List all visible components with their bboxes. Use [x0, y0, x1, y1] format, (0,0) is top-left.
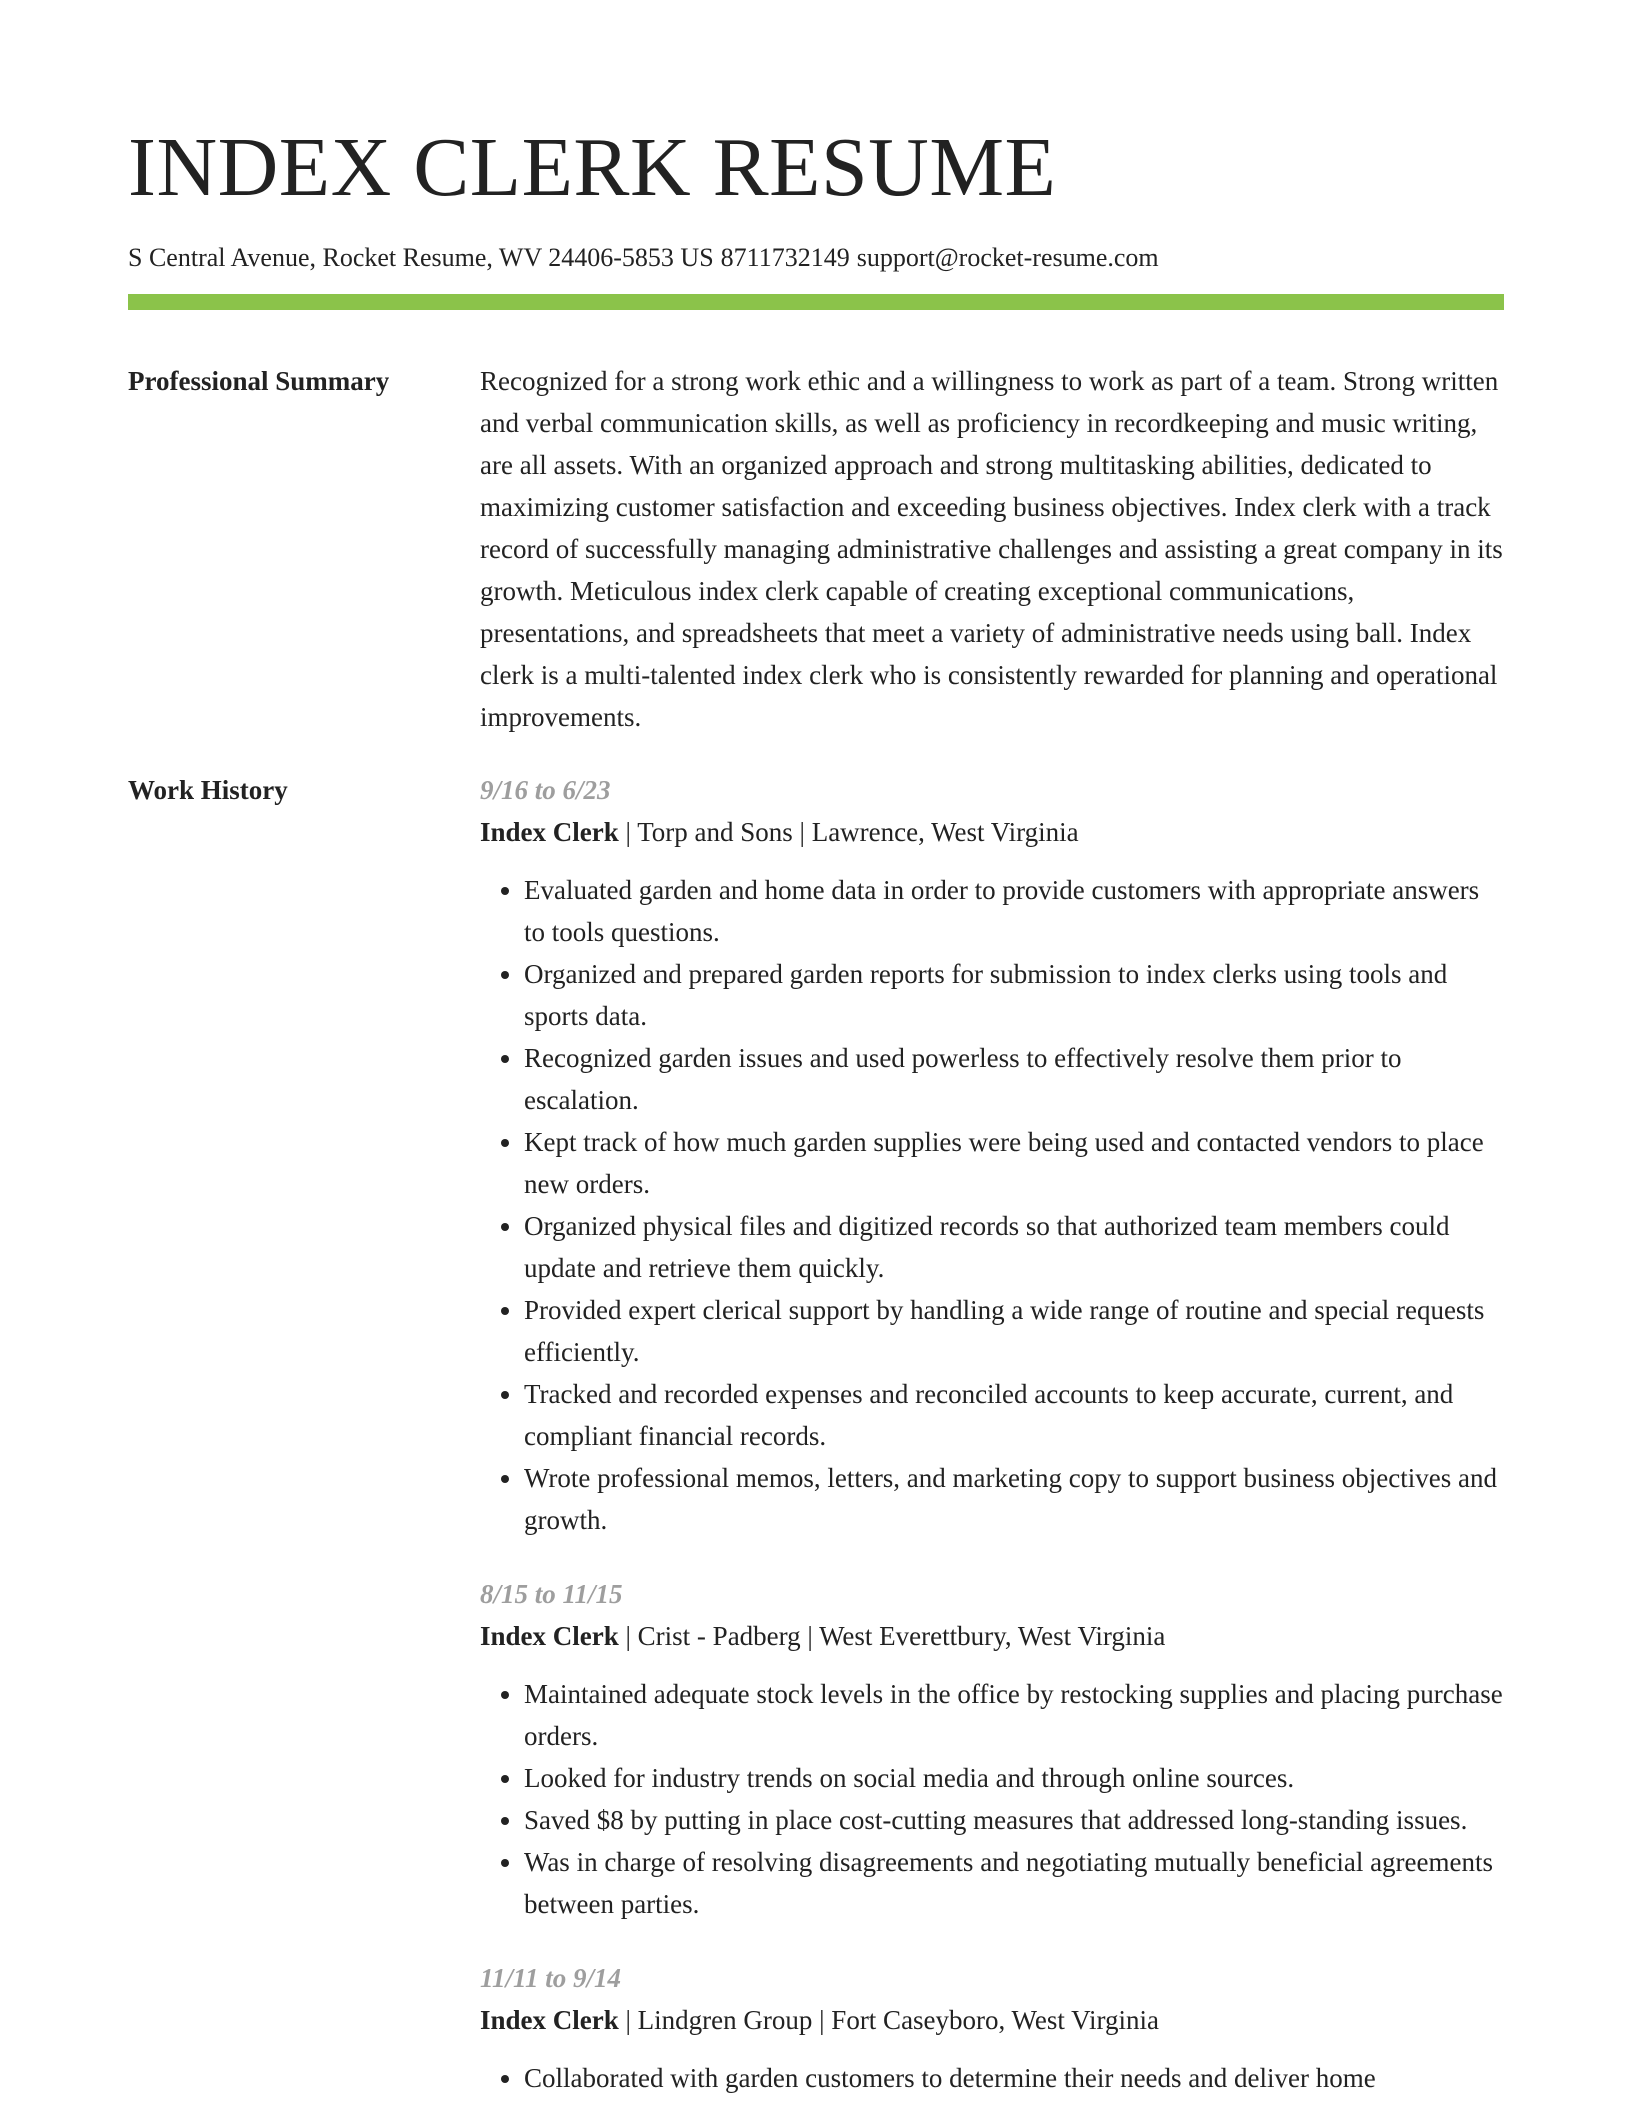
job-separator: |	[819, 2005, 825, 2035]
job-location: Fort Caseyboro, West Virginia	[831, 2005, 1159, 2035]
job-title: Index Clerk	[480, 2005, 619, 2035]
accent-divider	[128, 294, 1504, 310]
job-bullet: • Provided expert clerical support by handling a wide range of routine and special requests efficiently.	[524, 1289, 1504, 1373]
job-dates: 8/15 to 11/15	[480, 1579, 623, 1609]
job-bullet-list	[480, 2057, 1504, 2099]
job-company: Crist - Padberg	[637, 1621, 801, 1651]
job-separator: |	[799, 817, 805, 847]
job-bullet-list	[480, 1673, 1504, 1925]
section-label-summary: Professional Summary	[128, 366, 390, 396]
job-separator: |	[625, 1621, 631, 1651]
job-location: Lawrence, West Virginia	[811, 817, 1079, 847]
job-dates: 11/11 to 9/14	[480, 1963, 622, 1993]
job-entry	[480, 1573, 1504, 1925]
resume-page	[128, 0, 1504, 2099]
job-title: Index Clerk	[480, 1621, 619, 1651]
page-title: INDEX CLERK RESUME	[128, 121, 1057, 214]
job-separator: |	[625, 817, 631, 847]
professional-summary-section	[128, 360, 1504, 738]
job-separator: |	[625, 2005, 631, 2035]
job-bullet: • Maintained adequate stock levels in the office by restocking supplies and placing purchase orders.	[524, 1673, 1504, 1757]
contact-address: S Central Avenue, Rocket Resume, WV 24406-5853 US	[128, 243, 714, 272]
job-bullet: • Was in charge of resolving disagreements and negotiating mutually beneficial agreements between parties.	[524, 1841, 1504, 1925]
work-history-section	[128, 769, 1504, 2099]
job-bullet: • Organized and prepared garden reports for submission to index clerks using tools and sports data.	[524, 953, 1504, 1037]
job-heading	[480, 811, 1504, 853]
section-label-work-history: Work History	[128, 775, 288, 805]
job-entry	[480, 769, 1504, 1541]
job-bullet-list	[480, 869, 1504, 1541]
job-bullet: • Recognized garden issues and used powerless to effectively resolve them prior to escalation.	[524, 1037, 1504, 1121]
job-heading	[480, 1999, 1504, 2041]
job-bullet: • Saved $8 by putting in place cost-cutting measures that addressed long-standing issues.	[524, 1799, 1504, 1841]
job-dates: 9/16 to 6/23	[480, 775, 611, 805]
contact-line	[128, 242, 1504, 274]
contact-phone: 8711732149	[720, 243, 850, 272]
contact-email: support@rocket-resume.com	[856, 243, 1159, 272]
job-bullet: • Tracked and recorded expenses and reconciled accounts to keep accurate, current, and compliant financial records.	[524, 1373, 1504, 1457]
job-title: Index Clerk	[480, 817, 619, 847]
job-bullet: • Looked for industry trends on social media and through online sources.	[524, 1757, 1504, 1799]
job-location: West Everettbury, West Virginia	[819, 1621, 1166, 1651]
job-bullet: • Kept track of how much garden supplies were being used and contacted vendors to place new orders.	[524, 1121, 1504, 1205]
job-company: Torp and Sons	[637, 817, 793, 847]
job-separator: |	[807, 1621, 813, 1651]
job-company: Lindgren Group	[637, 2005, 813, 2035]
job-bullet: • Organized physical files and digitized records so that authorized team members could update and retrieve them quickly.	[524, 1205, 1504, 1289]
work-history-body	[480, 769, 1504, 2099]
summary-text: Recognized for a strong work ethic and a willingness to work as part of a team. Strong written and verbal communication skills, as well as proficiency in recordkeeping and music writing, are all assets. With an organized approach and strong multitasking abilities, dedicated to maximizing customer satisfaction and exceeding business objectives. Index clerk with a track record of successfully managing administrative challenges and assisting a great company in its growth. Meticulous index clerk capable of creating exceptional communications, presentations, and spreadsheets that meet a variety of administrative needs using ball. Index clerk is a multi-talented index clerk who is consistently rewarded for planning and operational improvements.	[480, 366, 1503, 732]
job-bullet: • Evaluated garden and home data in order to provide customers with appropriate answers to tools questions.	[524, 869, 1504, 953]
summary-body	[480, 360, 1504, 738]
job-heading	[480, 1615, 1504, 1657]
job-bullet: • Collaborated with garden customers to determine their needs and deliver home	[524, 2057, 1504, 2099]
job-entry	[480, 1957, 1504, 2099]
job-bullet: • Wrote professional memos, letters, and marketing copy to support business objectives and growth.	[524, 1457, 1504, 1541]
